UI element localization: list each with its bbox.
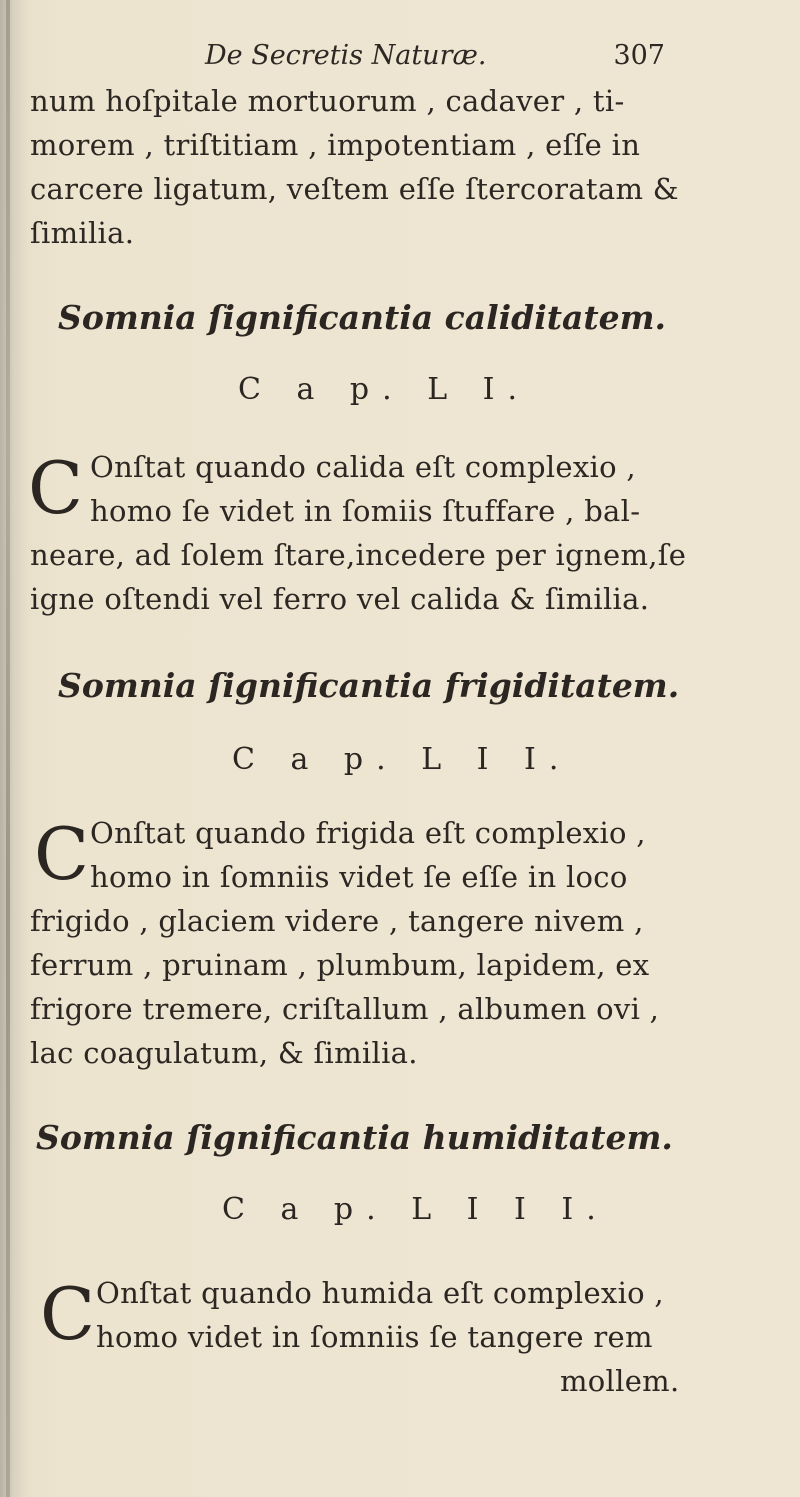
chapter-number: C a p. L I I. [232,742,572,777]
text-line: ſimilia. [30,216,135,250]
text-line: homo in ſomniis videt ſe eſſe in loco [90,860,628,894]
text-line: ferrum , pruinam , plumbum, lapidem, ex [30,948,650,982]
text-line: neare, ad ſolem ſtare,incedere per ignem,ſe [30,538,687,572]
text-line: num hoſpitale mortuorum , cadaver , ti- [30,84,625,118]
chapter-number: C a p. L I. [238,372,531,407]
text-line: frigore tremere, criſtallum , albumen ovi , [30,992,660,1026]
drop-cap: C [28,446,84,530]
text-line: frigido , glaciem videre , tangere nivem , [30,904,644,938]
text-line: morem , triſtitiam , impotentiam , eſſe in [30,128,641,162]
running-title: De Secretis Naturæ. [205,40,487,71]
text-line: carcere ligatum, veſtem eſſe ſtercoratam & [30,172,679,206]
binding-gutter [6,0,10,1497]
drop-cap: C [34,812,90,896]
text-line: Onſtat quando calida eſt complexio , [90,450,636,484]
chapter-title: Somnia ſignificantia caliditatem. [58,298,667,337]
page-number: 307 [613,40,665,71]
text-line: homo videt in ſomniis ſe tangere rem [96,1320,653,1354]
text-line: lac coagulatum, & ſimilia. [30,1036,418,1070]
chapter-title: Somnia ſignificantia humiditatem. [36,1118,673,1157]
page-header [205,40,665,80]
text-line: Onſtat quando humida eſt complexio , [96,1276,664,1310]
text-line: igne oſtendi vel ferro vel calida & ſimilia. [30,582,650,616]
chapter-title: Somnia ſignificantia frigiditatem. [58,666,680,705]
drop-cap: C [40,1272,96,1356]
chapter-number: C a p. L I I I. [222,1192,609,1227]
catchword: mollem. [560,1364,680,1398]
text-line: Onſtat quando frigida eſt complexio , [90,816,646,850]
text-line: homo ſe videt in ſomiis ſtuffare , bal- [90,494,641,528]
